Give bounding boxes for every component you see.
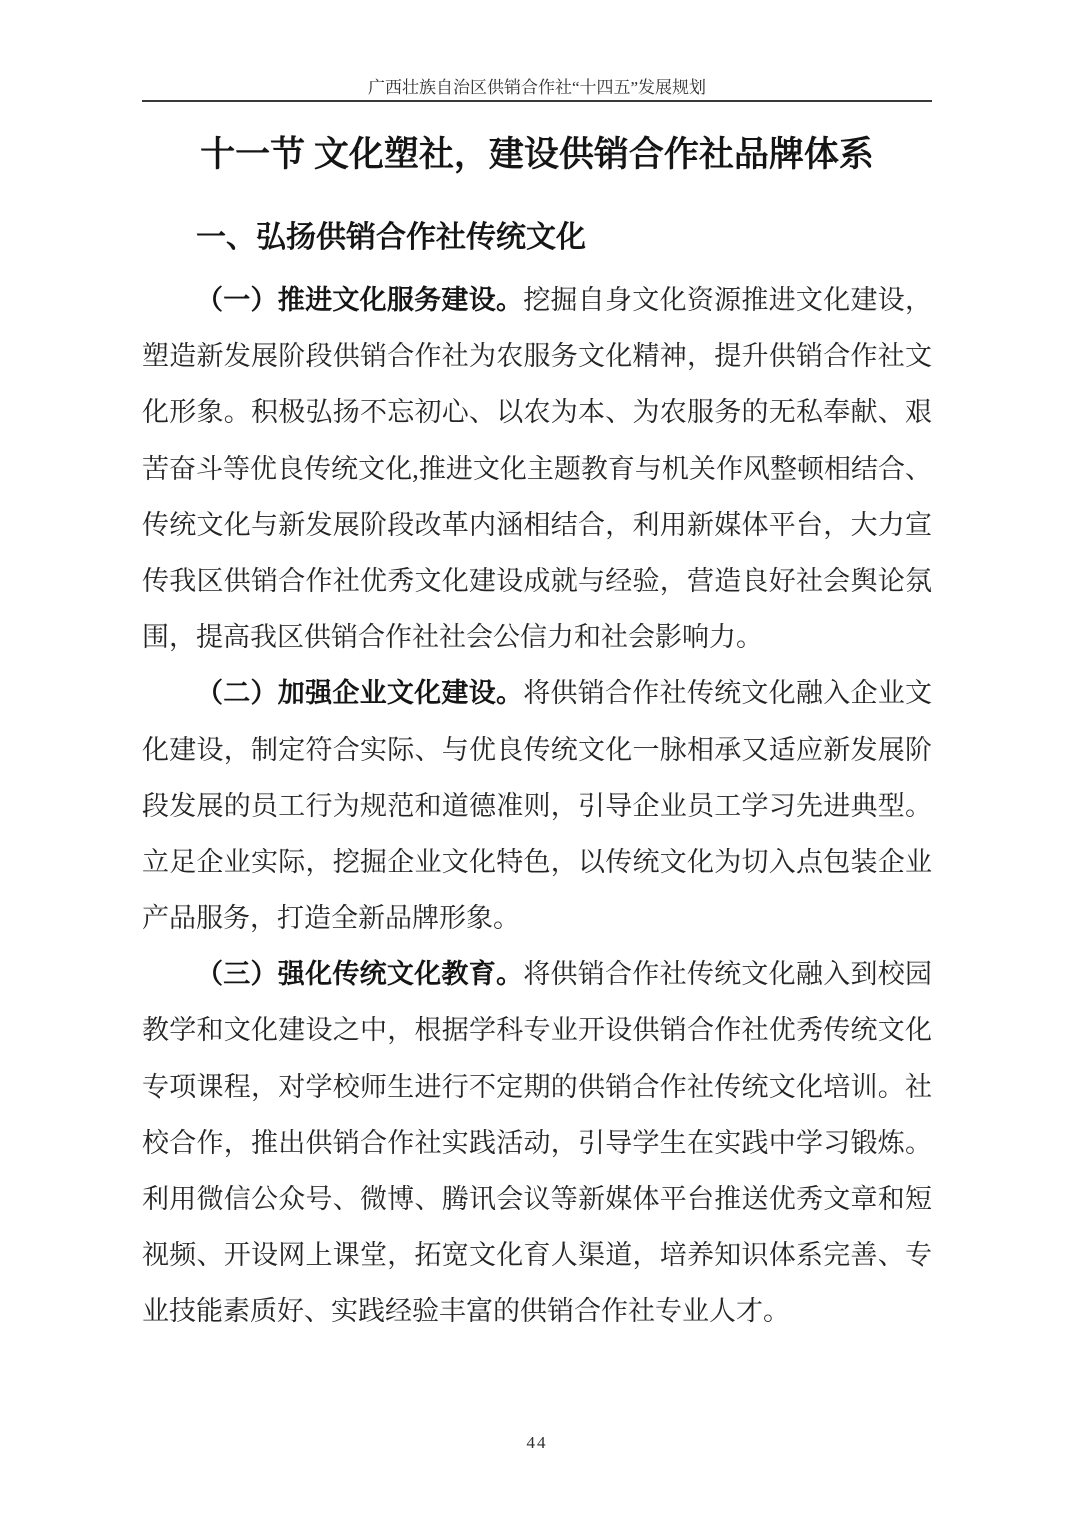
text-line	[142, 1283, 932, 1339]
paragraph-text: 教学和文化建设之中，根据学科专业开设供销合作社优秀传统文化	[142, 1015, 932, 1046]
text-line	[142, 553, 932, 609]
document-body	[142, 272, 932, 1340]
header-rule	[142, 100, 932, 102]
paragraph-text: 挖掘自身文化资源推进文化建设，	[523, 285, 932, 315]
paragraph-text: 专项课程，对学校师生进行不定期的供销合作社传统文化培训。社	[142, 1071, 932, 1102]
paragraph-text: 传我区供销合作社优秀文化建设成就与经验，营造良好社会舆论氛	[142, 565, 932, 596]
paragraph-text: 业技能素质好、实践经验丰富的供销合作社专业人才。	[142, 1296, 790, 1327]
text-line	[142, 1059, 932, 1115]
paragraph-text: 将供销合作社传统文化融入到校园	[523, 959, 932, 990]
text-line	[142, 328, 932, 384]
text-line	[142, 272, 932, 328]
text-line	[142, 722, 932, 778]
paragraph-text: 产品服务，打造全新品牌形象。	[142, 903, 520, 934]
paragraph-text: 塑造新发展阶段供销合作社为农服务文化精神，提升供销合作社文	[142, 341, 932, 372]
text-line	[142, 609, 932, 665]
text-line	[142, 384, 932, 440]
page-title: 十一节 文化塑社，建设供销合作社品牌体系	[200, 135, 874, 174]
text-line	[142, 1115, 932, 1171]
paragraph-lead-bold: （一）推进文化服务建设。	[196, 285, 524, 315]
text-line	[142, 665, 932, 721]
paragraph-text: 化形象。积极弘扬不忘初心、以农为本、为农服务的无私奉献、艰	[142, 397, 932, 428]
text-line	[142, 441, 932, 497]
section-heading: 一、弘扬供销合作社传统文化	[196, 221, 586, 254]
running-header: 广西壮族自治区供销合作社“十四五”发展规划	[367, 78, 707, 97]
page-number: 44	[526, 1433, 548, 1452]
text-line	[142, 1002, 932, 1058]
text-line	[142, 1227, 932, 1283]
text-line	[142, 946, 932, 1002]
paragraph-text: 校合作，推出供销合作社实践活动，引导学生在实践中学习锻炼。	[142, 1127, 932, 1158]
paragraph-text: 利用微信公众号、微博、腾讯会议等新媒体平台推送优秀文章和短	[142, 1184, 932, 1214]
paragraph-lead-bold: （三）强化传统文化教育。	[196, 959, 524, 990]
paragraph-text: 苦奋斗等优良传统文化,推进文化主题教育与机关作风整顿相结合、	[142, 453, 932, 484]
paragraph-text: 段发展的员工行为规范和道德准则，引导企业员工学习先进典型。	[142, 790, 932, 821]
paragraph-lead-bold: （二）加强企业文化建设。	[196, 678, 524, 709]
paragraph-text: 围，提高我区供销合作社社会公信力和社会影响力。	[142, 622, 763, 653]
paragraph-text: 传统文化与新发展阶段改革内涵相结合，利用新媒体平台，大力宣	[142, 509, 932, 540]
text-line	[142, 1171, 932, 1227]
paragraph-text: 立足企业实际，挖掘企业文化特色，以传统文化为切入点包装企业	[142, 846, 932, 877]
text-line	[142, 778, 932, 834]
paragraph-text: 化建设，制定符合实际、与优良传统文化一脉相承又适应新发展阶	[142, 734, 932, 765]
paragraph-text: 视频、开设网上课堂，拓宽文化育人渠道，培养知识体系完善、专	[142, 1240, 932, 1271]
text-line	[142, 834, 932, 890]
paragraph-text: 将供销合作社传统文化融入企业文	[523, 678, 932, 709]
text-line	[142, 890, 932, 946]
text-line	[142, 497, 932, 553]
